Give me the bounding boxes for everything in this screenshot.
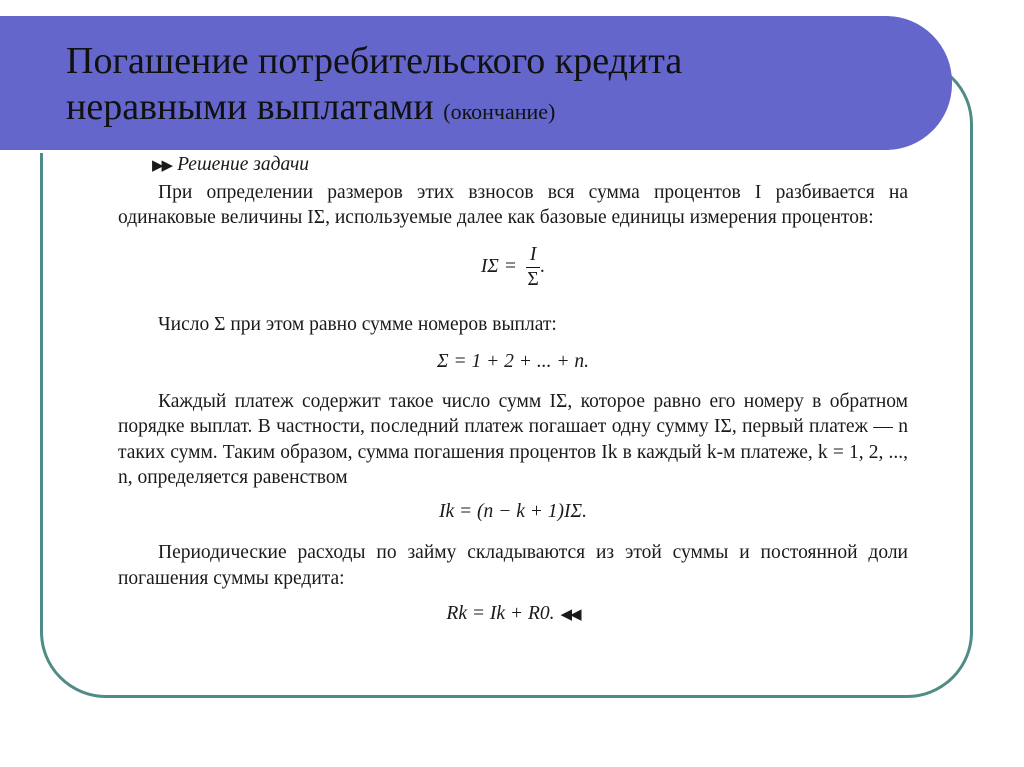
slide-title xyxy=(66,38,916,135)
paragraph-2: Число Σ при этом равно сумме номеров выплат: xyxy=(158,313,557,335)
fraction-denominator: Σ xyxy=(527,268,539,290)
section-heading xyxy=(152,152,908,180)
arrow-right-icon: ▶▶ xyxy=(152,158,172,174)
title-line1: Погашение потребительского кредита xyxy=(66,40,683,82)
paragraph-3: Каждый платеж содержит такое число сумм IΣ, которое равно его номеру в обратном порядке выплат. В частности, последний платеж погашает одну сумму IΣ, первый платеж — n таких сумм. Таким образом, сумма погашения процентов Ik в каждый k-м платеже, k = 1, 2, ..., n, определяется равенством xyxy=(118,390,908,488)
formula-1 xyxy=(118,243,908,292)
arrow-left-icon: ◀◀ xyxy=(560,607,580,623)
title-line2: неравными выплатами xyxy=(66,86,434,128)
formula-2: Σ = 1 + 2 + ... + n. xyxy=(437,351,589,372)
fraction xyxy=(526,243,541,292)
paragraph-4: Периодические расходы по займу складываются из этой суммы и постоянной доли погашения суммы кредита: xyxy=(118,542,908,589)
paragraph-1: При определении размеров этих взносов вся сумма процентов I разбивается на одинаковые величины IΣ, используемые далее как базовые единицы измерения процентов: xyxy=(118,181,908,228)
heading-text: Решение задачи xyxy=(177,154,310,175)
formula-1-lhs: IΣ = xyxy=(480,255,517,277)
fraction-numerator: I xyxy=(526,243,541,268)
title-band xyxy=(0,16,952,150)
formula-4-text: Rk = Ik + R0. xyxy=(446,603,555,624)
formula-1-tail: . xyxy=(540,255,546,277)
formula-3: Ik = (n − k + 1)IΣ. xyxy=(439,500,587,522)
formula-4 xyxy=(118,601,908,629)
slide-content xyxy=(118,152,908,629)
title-suffix: (окончание) xyxy=(443,99,556,124)
